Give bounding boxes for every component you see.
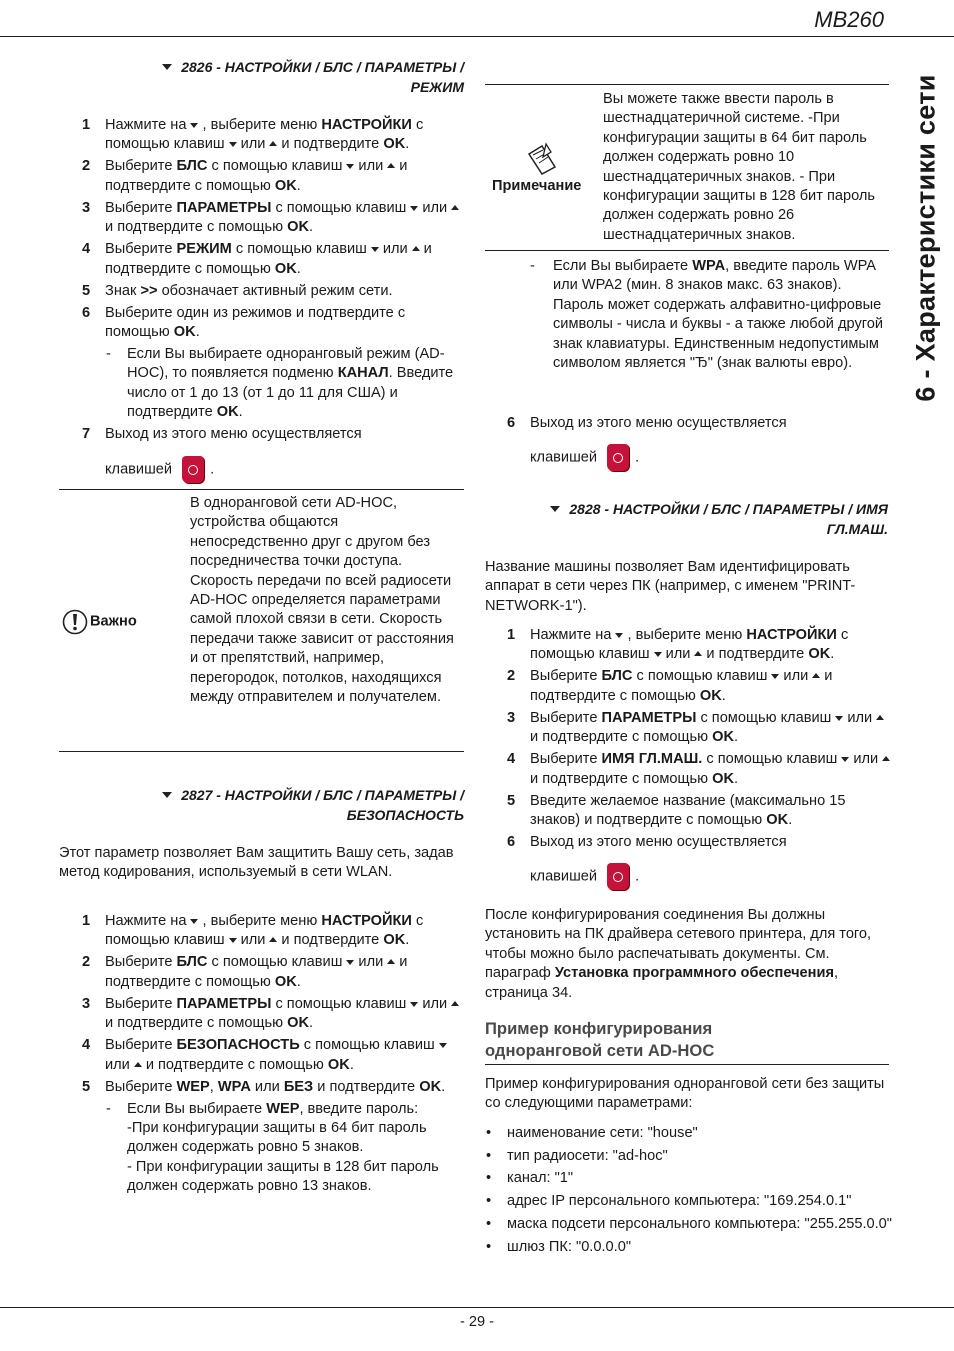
step-item: 2 Выберите БЛС с помощью клавиш или и подтвердите с помощью OK. bbox=[507, 668, 833, 704]
step-6-subitem: - Если Вы выбираете одноранговый режим (AD-HOC), то появляется подменю КАНАЛ. Введите число от 1 до 13 (от 1 до 11 для США) и подтвердите OK. bbox=[106, 346, 454, 421]
up-arrow-icon bbox=[812, 673, 820, 678]
up-arrow-icon bbox=[882, 756, 890, 761]
down-arrow-icon bbox=[439, 1043, 447, 1048]
step-item: 6 Выход из этого меню осуществляется клавишей . bbox=[485, 833, 895, 890]
down-arrow-icon bbox=[190, 919, 198, 924]
down-arrow-icon bbox=[835, 716, 843, 721]
step-item: 4 Выберите РЕЖИМ с помощью клавиш или и подтвердите с помощью OK. bbox=[82, 241, 432, 277]
stop-key-icon bbox=[607, 444, 629, 471]
down-arrow-icon bbox=[771, 674, 779, 679]
page-number: - 29 - bbox=[459, 1314, 495, 1330]
section-2828-intro: Название машины позволяет Вам идентифицировать аппарат в сети через ПК (например, с именем "PRINT-NETWORK-1"). bbox=[485, 559, 856, 614]
up-arrow-icon bbox=[412, 246, 420, 251]
list-item: • тип радиосети: "ad-hoc" bbox=[486, 1147, 668, 1164]
down-arrow-icon bbox=[229, 142, 237, 147]
step-item: 5 Введите желаемое название (максимально 15 знаков) и подтвердите с помощью OK. bbox=[507, 792, 846, 829]
up-arrow-icon bbox=[451, 1001, 459, 1006]
down-arrow-icon bbox=[229, 938, 237, 943]
up-arrow-icon bbox=[269, 141, 277, 146]
step-item: 4 Выберите ИМЯ ГЛ.МАШ. с помощью клавиш илии подтвердите с помощью OK. bbox=[485, 750, 895, 789]
step-item: 6 Выберите один из режимов и подтвердите с помощью OK. bbox=[82, 304, 406, 341]
example-intro: Пример конфигурирования одноранговой сети без защиты со следующими параметрами: bbox=[485, 1076, 885, 1112]
list-item: • маска подсети персонального компьютера: "255.255.0.0" bbox=[486, 1215, 892, 1232]
step-item: 5 Выберите WEP, WPA или БЕЗ и подтвердите OK. bbox=[82, 1078, 446, 1095]
step-item: 2 Выберите БЛС с помощью клавиш или и подтвердите с помощью OK. bbox=[82, 158, 408, 194]
down-arrow-icon bbox=[841, 757, 849, 762]
up-arrow-icon bbox=[451, 205, 459, 210]
list-item: • канал: "1" bbox=[486, 1170, 574, 1187]
down-arrow-icon bbox=[346, 164, 354, 169]
right-step-6 bbox=[485, 414, 895, 474]
important-label: Важно bbox=[90, 613, 137, 630]
section-2826-heading: 2826 - НАСТРОЙКИ / БЛС / ПАРАМЕТРЫ / РЕЖИМ bbox=[60, 58, 464, 97]
section-2828-heading: 2828 - НАСТРОЙКИ / БЛС / ПАРАМЕТРЫ / ИМЯ ГЛ.МАШ. bbox=[485, 500, 888, 539]
install-software-link[interactable]: Установка программного обеспечения bbox=[554, 965, 834, 982]
step-item: 3 Выберите ПАРАМЕТРЫ с помощью клавиш илии подтвердите с помощью OK. bbox=[485, 709, 895, 748]
step-item: 1 Нажмите на , выберите меню НАСТРОЙКИ с помощью клавиш или и подтвердите OK. bbox=[82, 913, 424, 949]
section-arrow-icon bbox=[162, 64, 172, 70]
down-arrow-icon bbox=[371, 247, 379, 252]
note-text: Вы можете также ввести пароль в шестнадцатеричной системе. -При конфигурации защиты в 64 бит пароль должен содержать ровно 10 шестнадцатеричных знаков. - При конфигурации защиты в 128 бит пароль должен содержать ровно 26 шестнадцатеричных знаков. bbox=[603, 91, 875, 243]
note-top-rule bbox=[485, 84, 889, 85]
step-item: 2 Выберите БЛС с помощью клавиш или и подтвердите с помощью OK. bbox=[82, 954, 408, 990]
stop-key-icon bbox=[182, 456, 204, 483]
down-arrow-icon bbox=[615, 633, 623, 638]
important-text: В одноранговой сети AD-HOC, устройства общаются непосредственно друг с другом без посредничества точки доступа. Скорость передачи по всей радиосети AD-HOC определяется параметрами самой плохой связи в сети. Скорость передачи также зависит от расстояния и от препятствий, например, перегородок, потолков, находящихся между отправителем и получателем. bbox=[190, 495, 454, 706]
up-arrow-icon bbox=[876, 715, 884, 720]
chapter-title: 6 - Характеристики сети bbox=[910, 74, 941, 402]
stop-key-icon bbox=[607, 863, 629, 890]
up-arrow-icon bbox=[387, 959, 395, 964]
list-item: • наименование сети: "house" bbox=[486, 1125, 698, 1141]
down-arrow-icon bbox=[410, 1002, 418, 1007]
example-heading-rule bbox=[485, 1064, 889, 1065]
down-arrow-icon bbox=[346, 960, 354, 965]
important-top-rule bbox=[59, 489, 464, 490]
step-5-subitem: - Если Вы выбираете WEP, введите пароль: -При конфигурации защиты в 64 бит пароль должен содержать ровно 5 знаков. - При конфигурации защиты в 128 бит пароль должен содержать ровно 13 знаков. bbox=[106, 1100, 439, 1195]
up-arrow-icon bbox=[694, 651, 702, 656]
header-rule bbox=[0, 36, 954, 37]
step-item: 6 Выход из этого меню осуществляется клавишей . bbox=[485, 414, 895, 471]
important-label-group bbox=[62, 608, 137, 636]
step-item: 3 Выберите ПАРАМЕТРЫ с помощью клавиш илии подтвердите с помощью OK. bbox=[60, 199, 470, 238]
section-2827-heading: 2827 - НАСТРОЙКИ / БЛС / ПАРАМЕТРЫ / БЕЗОПАСНОСТЬ bbox=[60, 786, 464, 825]
list-item: • шлюз ПК: "0.0.0.0" bbox=[486, 1238, 632, 1255]
model-name: MB260 bbox=[814, 7, 884, 32]
example-bullet-list bbox=[485, 1124, 895, 1260]
important-exclamation-icon bbox=[62, 608, 90, 636]
note-bottom-rule bbox=[485, 250, 889, 251]
wpa-subitem: - Если Вы выбираете WPA, введите пароль WPA или WPA2 (мин. 8 знаков макс. 63 знаков). Пароль может содержать алфавитно-цифровые символы - числа и буквы - а также любой другой знак клавиатуры. Единственным недопустимым символом является "Ђ" (знак валюты евро). bbox=[530, 258, 884, 372]
step-item: 5 Знак >> обозначает активный режим сети. bbox=[82, 282, 393, 299]
up-arrow-icon bbox=[134, 1062, 142, 1067]
example-heading: Пример конфигурирования одноранговой сети AD-HOC bbox=[485, 1019, 715, 1060]
section-2827-intro: Этот параметр позволяет Вам защитить Вашу сеть, задав метод кодирования, используемый в сети WLAN. bbox=[59, 845, 454, 881]
important-bottom-rule bbox=[59, 751, 464, 752]
section-2826-steps bbox=[60, 116, 470, 485]
section-2827-steps bbox=[60, 912, 470, 1197]
step-item: 1 Нажмите на , выберите меню НАСТРОЙКИ с помощью клавиш или и подтвердите OK. bbox=[82, 117, 424, 153]
driver-install-paragraph: После конфигурирования соединения Вы должны установить на ПК драйвера сетевого принтера, для того, чтобы можно было распечатывать документы. См. параграф Установка программного обеспечения, страница 34. bbox=[485, 907, 872, 1001]
step-item: 3 Выберите ПАРАМЕТРЫ с помощью клавиш илии подтвердите с помощью OK. bbox=[60, 995, 470, 1034]
down-arrow-icon bbox=[654, 652, 662, 657]
footer-rule bbox=[0, 1307, 954, 1308]
up-arrow-icon bbox=[269, 937, 277, 942]
up-arrow-icon bbox=[387, 163, 395, 168]
list-item: • адрес IP персонального компьютера: "169.254.0.1" bbox=[486, 1193, 852, 1210]
down-arrow-icon bbox=[410, 206, 418, 211]
section-arrow-icon bbox=[162, 792, 172, 798]
step-item: 4 Выберите БЕЗОПАСНОСТЬ с помощью клавишили и подтвердите с помощью OK. bbox=[60, 1036, 470, 1075]
section-arrow-icon bbox=[550, 506, 560, 512]
chapter-side-tab bbox=[908, 62, 944, 414]
note-label: Примечание bbox=[492, 178, 582, 194]
step-item: 7 Выход из этого меню осуществляется клавишей . bbox=[60, 425, 470, 482]
section-2828-steps bbox=[485, 626, 895, 893]
step-item: 1 Нажмите на , выберите меню НАСТРОЙКИ с помощью клавиш или и подтвердите OK. bbox=[507, 627, 849, 663]
down-arrow-icon bbox=[190, 123, 198, 128]
